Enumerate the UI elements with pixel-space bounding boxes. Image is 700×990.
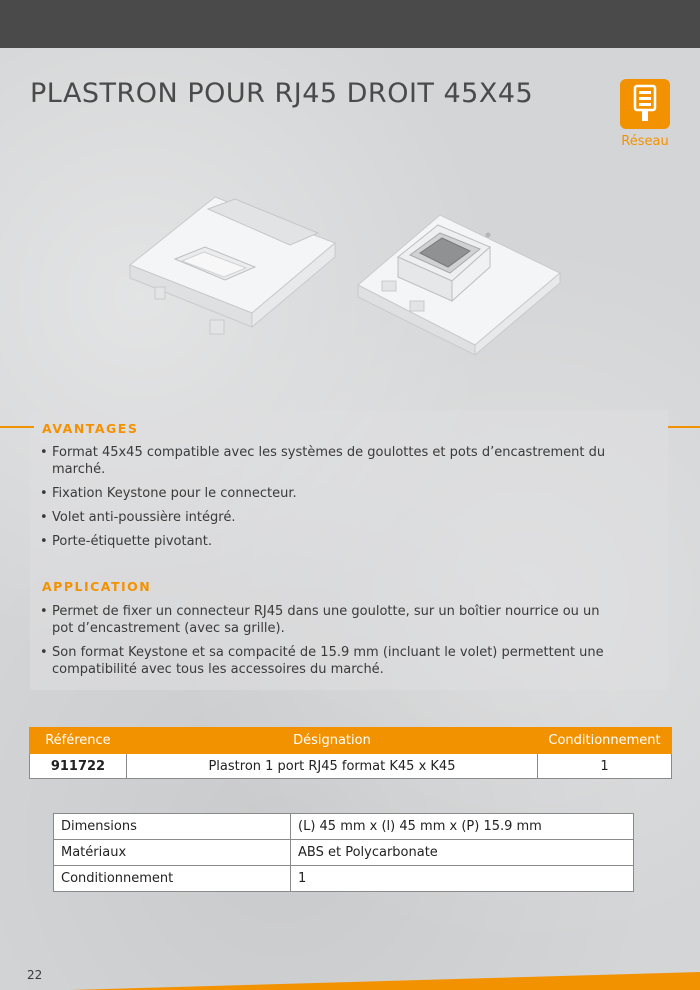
list-item: • Son format Keystone et sa compacité de 15.9 mm (incluant le volet) permettent une compatibilité avec tous les accessoires du marché.	[40, 644, 620, 678]
table-row	[30, 754, 672, 779]
accent-line-left	[0, 426, 34, 428]
spec-label: Matériaux	[54, 840, 291, 866]
accent-line-right	[668, 426, 700, 428]
column-header-packaging: Conditionnement	[538, 728, 672, 754]
spec-value: (L) 45 mm x (l) 45 mm x (P) 15.9 mm	[291, 814, 634, 840]
list-item: • Fixation Keystone pour le connecteur.	[40, 485, 640, 502]
list-item: • Volet anti-poussière intégré.	[40, 509, 640, 526]
application-list	[40, 603, 620, 685]
column-header-reference: Référence	[30, 728, 127, 754]
application-heading: APPLICATION	[42, 579, 152, 594]
packaging-cell: 1	[538, 754, 672, 779]
table-row	[54, 814, 634, 840]
advantages-list	[40, 444, 640, 557]
spec-label: Conditionnement	[54, 866, 291, 892]
category-badge	[620, 79, 670, 129]
designation-cell: Plastron 1 port RJ45 format K45 x K45	[126, 754, 537, 779]
reference-table	[29, 727, 672, 779]
reference-cell: 911722	[30, 754, 127, 779]
table-header-row	[30, 728, 672, 754]
network-plug-icon	[620, 79, 670, 129]
list-item: • Format 45x45 compatible avec les systèmes de goulottes et pots d’encastrement du marché.	[40, 444, 640, 478]
spec-value: ABS et Polycarbonate	[291, 840, 634, 866]
advantages-heading: AVANTAGES	[42, 421, 139, 436]
column-header-designation: Désignation	[126, 728, 537, 754]
table-row	[54, 840, 634, 866]
faceplate-open-view	[358, 215, 560, 355]
table-row	[54, 866, 634, 892]
page-title: PLASTRON POUR RJ45 DROIT 45X45	[30, 78, 534, 109]
bottom-accent-bar	[0, 972, 700, 990]
category-label: Réseau	[621, 134, 669, 149]
spec-table	[53, 813, 634, 892]
top-bar	[0, 0, 700, 48]
page-number: 22	[27, 968, 43, 982]
spec-label: Dimensions	[54, 814, 291, 840]
list-item: • Porte-étiquette pivotant.	[40, 533, 640, 550]
spec-value: 1	[291, 866, 634, 892]
product-image	[120, 185, 580, 360]
list-item: • Permet de fixer un connecteur RJ45 dans une goulotte, sur un boîtier nourrice ou un pot d’encastrement (avec sa grille).	[40, 603, 620, 637]
faceplate-front-view	[130, 197, 335, 334]
